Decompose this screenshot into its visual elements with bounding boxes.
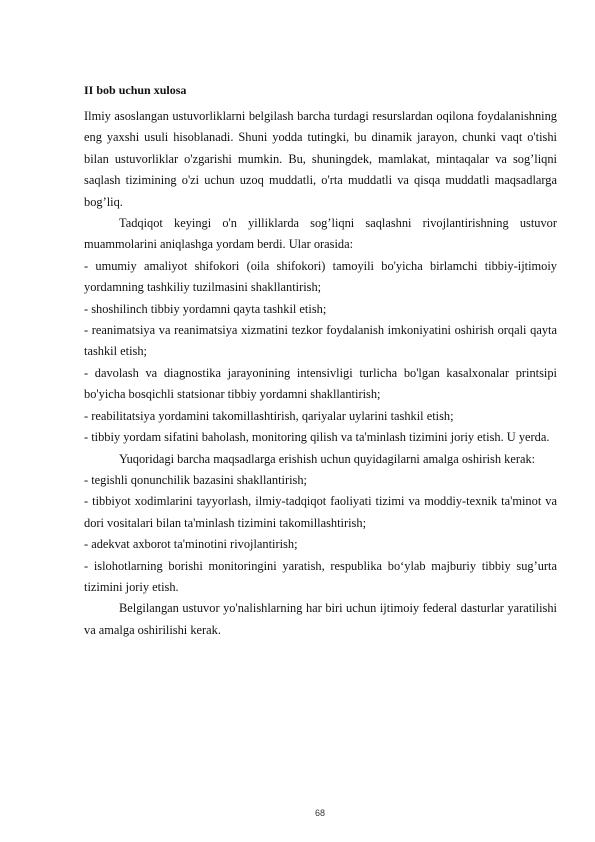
- document-page: [84, 82, 557, 641]
- paragraph: - tegishli qonunchilik bazasini shakllantirish;: [84, 472, 307, 487]
- paragraph: Ilmiy asoslangan ustuvorliklarni belgilash barcha turdagi resurslardan oqilona foydalanishning eng yaxshi usuli hisoblanadi. Shuni yodda tutingki, bu dinamik jarayon, chunki vaqt o'tishi bilan ustuvorliklar o'zgarishi mumkin. Bu, shuningdek, mamlakat, mintaqalar va sog’liqni saqlash tizimining o'zi uchun uzoq muddatli, o'rta muddatli va qisqa muddatli maqsadlarga bog’liq.: [84, 109, 557, 209]
- paragraph: - adekvat axborot ta'minotini rivojlantirish;: [84, 537, 298, 552]
- indented-paragraph: Belgilangan ustuvor yo'nalishlarning har biri uchun ijtimoiy federal dasturlar yaratilishi va amalga oshirilishi kerak.: [84, 601, 557, 637]
- paragraph: - tibbiy yordam sifatini baholash, monitoring qilish va ta'minlash tizimini joriy etish. U yerda.: [84, 430, 550, 445]
- indented-paragraph: Tadqiqot keyingi o'n yilliklarda sog’liqni saqlashni rivojlantirishning ustuvor muammolarini aniqlashga yordam berdi. Ular orasida:: [84, 216, 557, 252]
- section-heading: II bob uchun xulosa: [84, 83, 187, 97]
- indented-paragraph: Yuqoridagi barcha maqsadlarga erishish uchun quyidagilarni amalga oshirish kerak:: [119, 451, 536, 466]
- paragraph: - reanimatsiya va reanimatsiya xizmatini tezkor foydalanish imkoniyatini oshirish orqali qayta tashkil etish;: [84, 323, 557, 359]
- paragraph: - umumiy amaliyot shifokori (oila shifokori) tamoyili bo'yicha birlamchi tibbiy-ijtimoiy yordamning tashkiliy tuzilmasini shakllantirish;: [84, 258, 557, 295]
- body-text: [84, 106, 557, 641]
- paragraph: - tibbiyot xodimlarini tayyorlash, ilmiy-tadqiqot faoliyati tizimi va moddiy-texnik ta'minot va dori vositalari bilan ta'minlash tizimini takomillashtirish;: [84, 494, 557, 530]
- paragraph: - islohotlarning borishi monitoringini yaratish, respublika bo‘ylab majburiy tibbiy sug’urta tizimini joriy etish.: [84, 558, 557, 594]
- paragraph: - shoshilinch tibbiy yordamni qayta tashkil etish;: [84, 301, 327, 316]
- paragraph: - davolash va diagnostika jarayonining intensivligi turlicha bo'lgan kasalxonalar printsipi bo'yicha bosqichli statsionar tibbiy yordamni shakllantirish;: [84, 365, 557, 402]
- page-number: 68: [314, 808, 325, 818]
- paragraph: - reabilitatsiya yordamini takomillashtirish, qariyalar uylarini tashkil etish;: [84, 408, 454, 423]
